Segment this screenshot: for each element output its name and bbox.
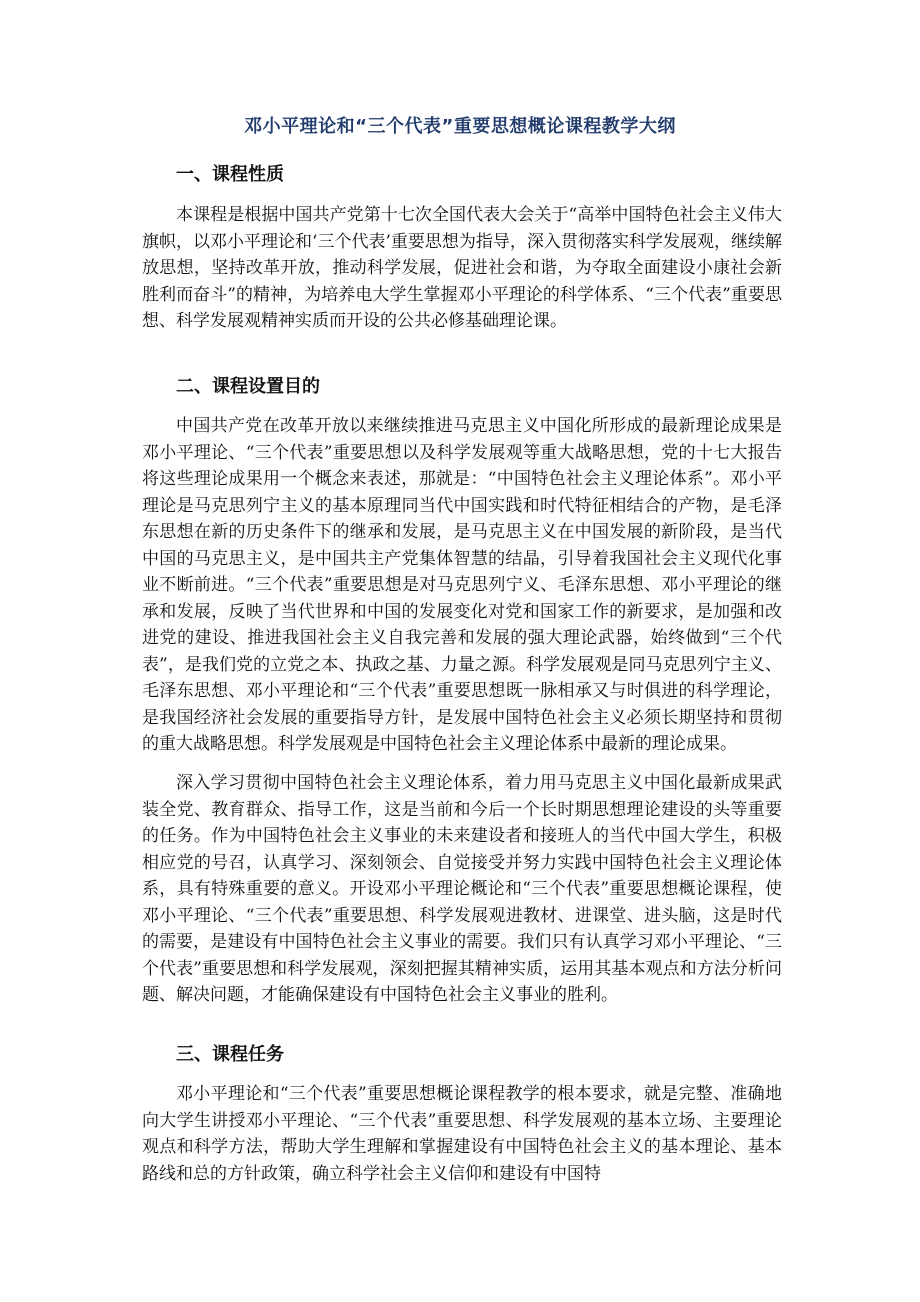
section-heading-2: 二、课程设置目的 — [176, 376, 320, 397]
section-heading-1: 一、课程性质 — [176, 164, 284, 185]
section-2-paragraph-1: 中国共产党在改革开放以来继续推进马克思主义中国化所形成的最新理论成果是邓小平理论、“三个代表”重要思想以及科学发展观等重大战略思想，党的十七大报告将这些理论成果用一个概念来表述，那就是：“中国特色社会主义理论体系”。邓小平理论是马克思列宁主义的基本原理同当代中国实践和时代特征相结合的产物，是毛泽东思想在新的历史条件下的继承和发展，是马克思主义在中国发展的新阶段，是当代中国的马克思主义，是中国共主产党集体智慧的结晶，引导着我国社会主义现代化事业不断前进。“三个代表”重要思想是对马克思列宁义、毛泽东思想、邓小平理论的继承和发展，反映了当代世界和中国的发展变化对党和国家工作的新要求，是加强和改进党的建设、推进我国社会主义自我完善和发展的强大理论武器，始终做到“三个代表”，是我们党的立党之本、执政之基、力量之源。科学发展观是同马克思列宁主义、毛泽东思想、邓小平理论和“三个代表”重要思想既一脉相承又与时俱进的科学理论，是我国经济社会发展的重要指导方针，是发展中国特色社会主义必须长期坚持和贯彻的重大战略思想。科学发展观是中国特色社会主义理论体系中最新的理论成果。 — [142, 416, 782, 754]
document-title: 邓小平理论和“三个代表”重要思想概论课程教学大纲 — [244, 116, 676, 137]
section-3-paragraph-1: 邓小平理论和“三个代表”重要思想概论课程教学的根本要求，就是完整、准确地向大学生讲授邓小平理论、“三个代表”重要思想、科学发展观的基本立场、主要理论观点和科学方法，帮助大学生理解和掌握建设有中国特色社会主义的基本理论、基本路线和总的方针政策，确立科学社会主义信仰和建设有中国特 — [142, 1084, 782, 1184]
section-2-paragraph-2: 深入学习贯彻中国特色社会主义理论体系，着力用马克思主义中国化最新成果武装全党、教育群众、指导工作，这是当前和今后一个长时期思想理论建设的头等重要的任务。作为中国特色社会主义事业的未来建设者和接班人的当代中国大学生，积极相应党的号召，认真学习、深刻领会、自觉接受并努力实践中国特色社会主义理论体系，具有特殊重要的意义。开设邓小平理论概论和“三个代表”重要思想概论课程，使邓小平理论、“三个代表”重要思想、科学发展观进教材、进课堂、进头脑，这是时代的需要，是建设有中国特色社会主义事业的需要。我们只有认真学习邓小平理论、“三个代表”重要思想和科学发展观，深刻把握其精神实质，运用其基本观点和方法分析问题、解决问题，才能确保建设有中国特色社会主义事业的胜利。 — [142, 773, 782, 1005]
section-1-paragraph-1: 本课程是根据中国共产党第十七次全国代表大会关于“高举中国特色社会主义伟大旗帜，以邓小平理论和‘三个代表’重要思想为指导，深入贯彻落实科学发展观，继续解放思想，坚持改革开放，推动科学发展，促进社会和谐，为夺取全面建设小康社会新胜利而奋斗”的精神，为培养电大学生掌握邓小平理论的科学体系、“三个代表”重要思想、科学发展观精神实质而开设的公共必修基础理论课。 — [142, 205, 782, 331]
section-heading-3: 三、课程任务 — [176, 1044, 284, 1065]
